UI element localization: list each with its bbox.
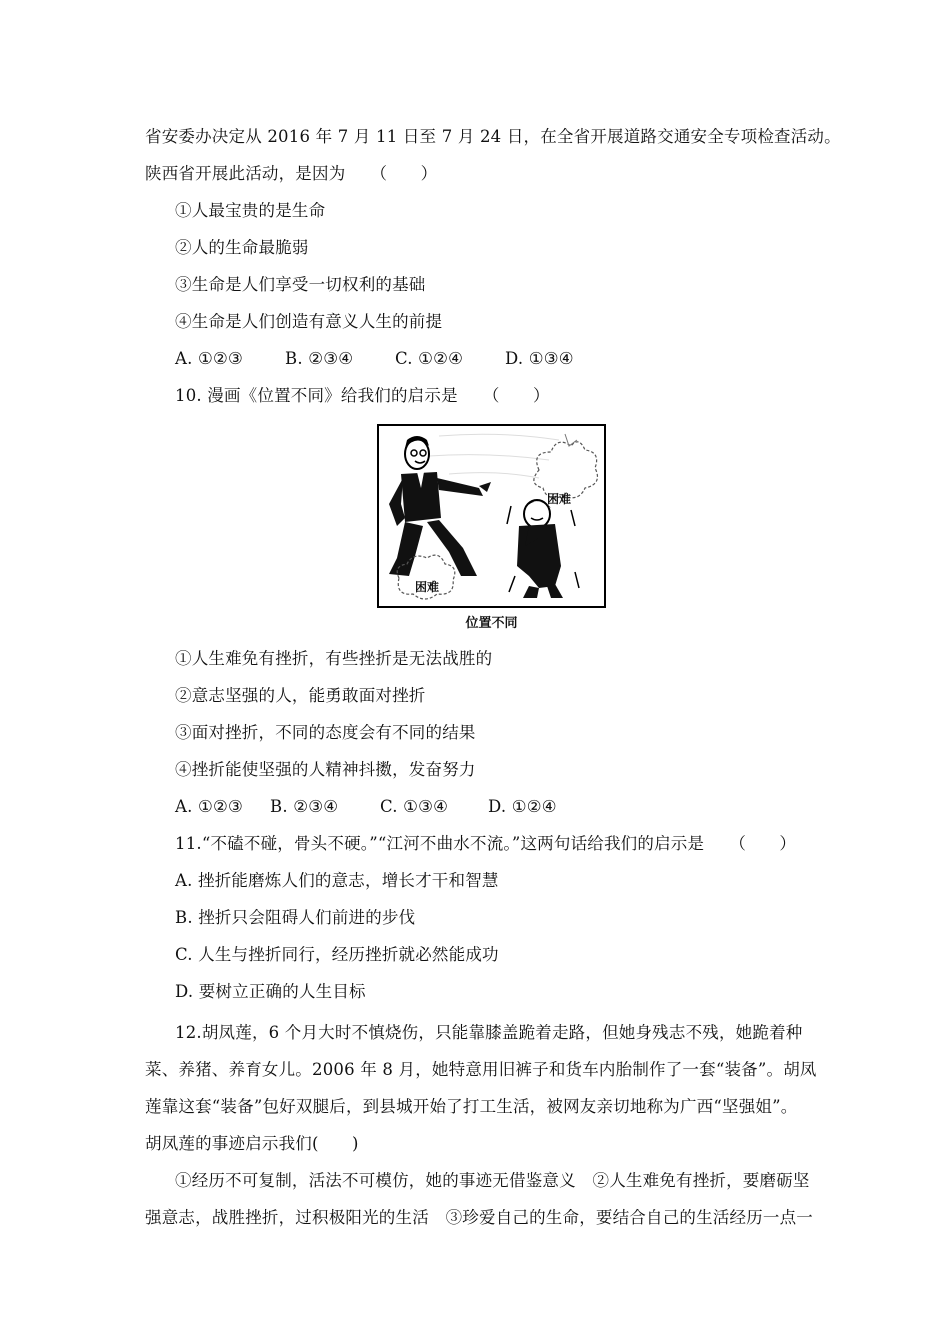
standing-man-icon — [389, 436, 491, 576]
q9-option-a[interactable]: A. ①②③ — [175, 349, 243, 368]
comic-drawing — [379, 426, 604, 606]
q12-items-line-1: ①经历不可复制，活法不可模仿，她的事迹无借鉴意义 ②人生难免有挫折，要磨砺坚 — [175, 1171, 810, 1190]
comic-caption: 位置不同 — [465, 616, 518, 631]
difficulty-cloud-icon — [534, 434, 598, 498]
q12-stem-line-2: 菜、养猪、养育女儿。2006 年 8 月，她特意用旧裤子和货车内胎制作了一套“装备”。胡凤 — [145, 1060, 817, 1079]
q9-option-c[interactable]: C. ①②④ — [395, 349, 464, 368]
q10-stem: 10. 漫画《位置不同》给我们的启示是 （ ） — [175, 386, 550, 405]
q11-option-c[interactable]: C. 人生与挫折同行，经历挫折就必然能成功 — [175, 945, 499, 964]
q11-option-d[interactable]: D. 要树立正确的人生目标 — [175, 982, 366, 1001]
q10-item-3: ③面对挫折，不同的态度会有不同的结果 — [175, 723, 476, 742]
q10-item-2: ②意志坚强的人，能勇敢面对挫折 — [175, 686, 426, 705]
q9-option-b[interactable]: B. ②③④ — [285, 349, 354, 368]
q11-option-b[interactable]: B. 挫折只会阻碍人们前进的步伐 — [175, 908, 416, 927]
q10-option-d[interactable]: D. ①②④ — [488, 797, 557, 816]
q10-options — [175, 796, 557, 818]
q12-stem-line-4: 胡凤莲的事迹启示我们( ) — [145, 1134, 359, 1153]
comic-image — [377, 424, 606, 608]
q9-options — [175, 348, 574, 370]
q9-stem-line-2: 陕西省开展此活动，是因为 （ ） — [145, 164, 438, 183]
q12-stem-line-3: 莲靠这套“装备”包好双腿后，到县城开始了打工生活，被网友亲切地称为广西“坚强姐”。 — [145, 1097, 798, 1116]
q10-item-4: ④挫折能使坚强的人精神抖擞，发奋努力 — [175, 760, 476, 779]
crouching-man-icon — [507, 500, 579, 598]
comic-label-top: 困难 — [547, 492, 572, 506]
q12-items-line-2: 强意志，战胜挫折，过积极阳光的生活 ③珍爱自己的生命，要结合自己的生活经历一点一 — [145, 1208, 813, 1227]
q9-item-4: ④生命是人们创造有意义人生的前提 — [175, 312, 443, 331]
q12-stem-line-1: 12.胡凤莲，6 个月大时不慎烧伤，只能靠膝盖跪着走路，但她身残志不残，她跪着种 — [175, 1023, 803, 1042]
q9-item-2: ②人的生命最脆弱 — [175, 238, 309, 257]
q10-option-a[interactable]: A. ①②③ — [175, 797, 243, 816]
q9-stem-line-1: 省安委办决定从 2016 年 7 月 11 日至 7 月 24 日，在全省开展道路交通安全专项检查活动。 — [145, 127, 841, 146]
q11-option-a[interactable]: A. 挫折能磨炼人们的意志，增长才干和智慧 — [175, 871, 499, 890]
comic-label-bottom: 困难 — [415, 580, 440, 594]
q10-option-c[interactable]: C. ①③④ — [380, 797, 449, 816]
q9-option-d[interactable]: D. ①③④ — [505, 349, 574, 368]
q9-item-1: ①人最宝贵的是生命 — [175, 201, 326, 220]
q10-item-1: ①人生难免有挫折，有些挫折是无法战胜的 — [175, 649, 493, 668]
q10-option-b[interactable]: B. ②③④ — [270, 797, 339, 816]
q11-stem: 11.“不磕不碰，骨头不硬。”“江河不曲水不流。”这两句话给我们的启示是 （ ） — [175, 834, 797, 853]
q9-item-3: ③生命是人们享受一切权利的基础 — [175, 275, 426, 294]
